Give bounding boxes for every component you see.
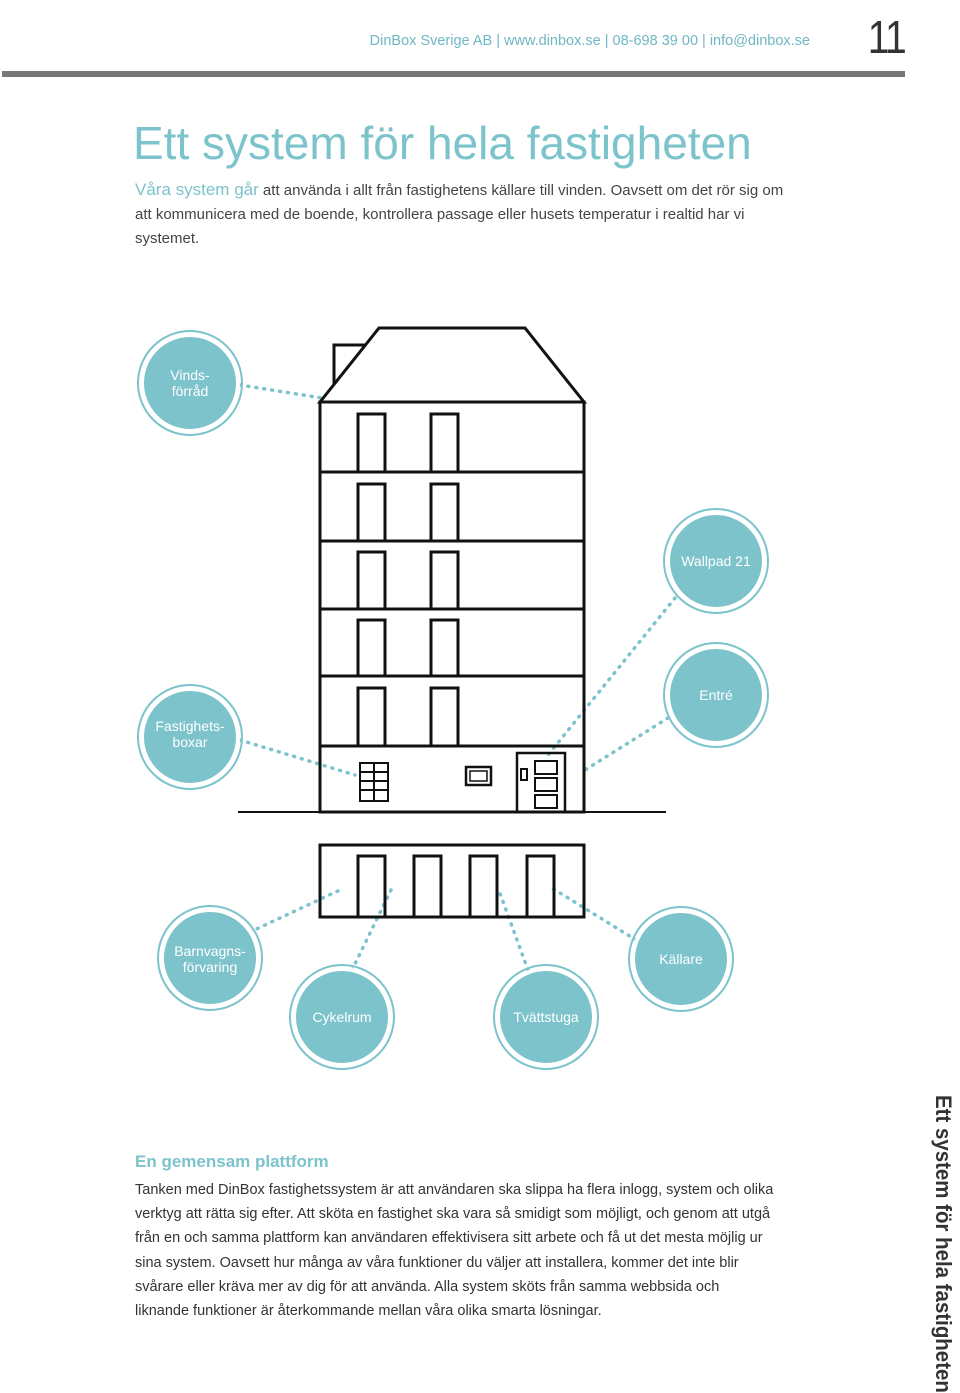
basement-window <box>527 856 554 917</box>
circle-kallare <box>629 907 733 1011</box>
circle-tvattstuga <box>494 965 598 1069</box>
connector-vindsforrad <box>240 385 322 398</box>
windows <box>358 414 458 746</box>
window <box>358 414 385 472</box>
window <box>358 552 385 609</box>
window <box>358 620 385 676</box>
door-pane <box>535 795 557 808</box>
window <box>431 688 458 746</box>
roof <box>320 328 584 402</box>
circle-vindsforrad <box>138 331 242 435</box>
basement-window <box>358 856 385 917</box>
label-wallpad: Wallpad 21 <box>681 553 751 569</box>
label-fastighetsboxar-1: Fastighets- <box>155 718 225 734</box>
label-barnvagn-1: Barnvagns- <box>174 943 246 959</box>
label-vindsforrad-2: förråd <box>171 383 209 399</box>
door-pane <box>535 761 557 774</box>
label-cykelrum: Cykelrum <box>312 1009 372 1025</box>
circle-cykelrum <box>290 965 394 1069</box>
basement-window <box>470 856 497 917</box>
circle-barnvagnsforvaring <box>158 906 262 1010</box>
intro-text: att använda i allt från fastighetens källare till vinden. Oavsett om det rör sig om att kommunicera med de boende, kontrollera passage eller husets temperatur i realtid har vi systemet. <box>135 182 784 247</box>
side-title: Ett system för hela fastigheten <box>931 1095 956 1393</box>
window <box>358 688 385 746</box>
connector-entre <box>585 718 668 770</box>
window <box>358 484 385 541</box>
section-heading: En gemensam plattform <box>135 1152 329 1171</box>
circles <box>138 331 768 1069</box>
label-barnvagn-2: förvaring <box>182 959 238 975</box>
building-facade <box>320 402 584 812</box>
door-pane <box>535 778 557 791</box>
entrance-door <box>517 753 565 812</box>
section-body: Tanken med DinBox fastighetssystem är att användaren ska slippa ha flera inlogg, system och olika verktyg att rätta sig efter. Att sköta en fastighet ska vara så smidigt som möjligt, och genom att utgå från en och samma plattform kan användaren effektivisera sitt arbete och få ut det mesta möjlig ur sina system. Oavsett hur många av våra funktioner du väljer att installera, kommer det inte blir svårare eller kräva mer av dig för att använda. Alla system sköts från samma webbsida och liknande funktioner är återkommande mellan våra olika smarta lösningar. <box>135 1182 774 1320</box>
mailbox-grid <box>360 763 388 801</box>
basement-window <box>414 856 441 917</box>
window <box>431 552 458 609</box>
header-contact: DinBox Sverige AB | www.dinbox.se | 08-698 39 00 | info@dinbox.se <box>369 33 810 49</box>
page-title: Ett system för hela fastigheten <box>133 117 752 169</box>
connector-tvattstuga <box>498 888 528 970</box>
circle-wallpad <box>664 509 768 613</box>
page-number: 11 <box>867 11 905 63</box>
circle-entre <box>664 643 768 747</box>
label-tvattstuga: Tvättstuga <box>513 1009 579 1025</box>
building <box>238 328 666 917</box>
label-fastighetsboxar-2: boxar <box>172 734 208 750</box>
basement <box>320 845 584 917</box>
intercom-screen <box>470 771 487 781</box>
door-handle <box>521 769 527 780</box>
connector-kallare <box>552 888 636 940</box>
label-kallare: Källare <box>659 951 703 967</box>
circle-fastighetsboxar <box>138 685 242 789</box>
window <box>431 414 458 472</box>
label-entre: Entré <box>699 687 733 703</box>
window <box>431 484 458 541</box>
window <box>431 620 458 676</box>
label-vindsforrad-1: Vinds- <box>170 367 210 383</box>
connector-barnvagn <box>250 890 340 932</box>
intro-lead: Våra system går <box>135 180 259 199</box>
